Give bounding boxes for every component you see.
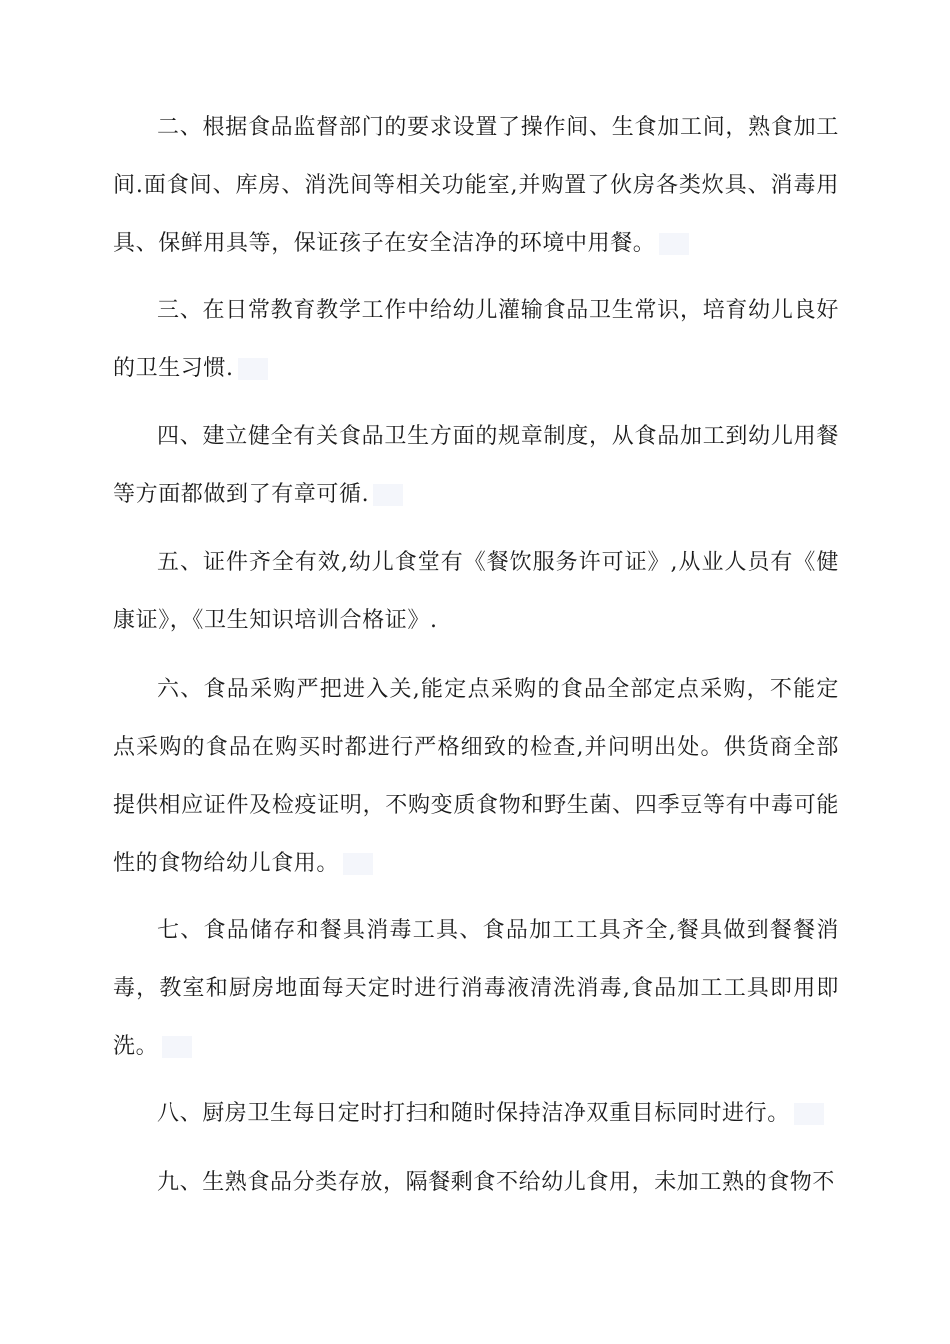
paragraph-9 bbox=[113, 1154, 839, 1212]
paragraph-4 bbox=[113, 408, 839, 524]
line-end-mark bbox=[373, 484, 403, 506]
paragraph-text: 九、生熟食品分类存放，隔餐剩食不给幼儿食用，未加工熟的食物不 bbox=[157, 1170, 836, 1195]
paragraph-text: 六、食品采购严把进入关,能定点采购的食品全部定点采购，不能定点采购的食品在购买时都进行严格细致的检查,并问明出处。供货商全部提供相应证件及检疫证明，不购变质食物和野生菌、四季豆等有中毒可能性的食物给幼儿食用。 bbox=[113, 677, 839, 876]
paragraph-text: 三、在日常教育教学工作中给幼儿灌输食品卫生常识，培育幼儿良好的卫生习惯. bbox=[113, 298, 839, 381]
paragraph-3 bbox=[113, 282, 839, 398]
line-end-mark bbox=[794, 1103, 824, 1125]
line-end-mark bbox=[162, 1036, 192, 1058]
paragraph-2 bbox=[113, 99, 839, 273]
line-end-mark bbox=[238, 358, 268, 380]
paragraph-8 bbox=[113, 1085, 839, 1143]
paragraph-text: 五、证件齐全有效,幼儿食堂有《餐饮服务许可证》,从业人员有《健康证》，《卫生知识培训合格证》. bbox=[113, 550, 839, 633]
paragraph-text: 七、食品储存和餐具消毒工具、食品加工工具齐全,餐具做到餐餐消毒，教室和厨房地面每天定时进行消毒液清洗消毒,食品加工工具即用即洗。 bbox=[113, 918, 839, 1059]
paragraph-text: 八、厨房卫生每日定时打扫和随时保持洁净双重目标同时进行。 bbox=[157, 1101, 790, 1126]
paragraph-text: 二、根据食品监督部门的要求设置了操作间、生食加工间，熟食加工间.面食间、库房、消洗间等相关功能室,并购置了伙房各类炊具、消毒用具、保鲜用具等，保证孩子在安全洁净的环境中用餐。 bbox=[113, 115, 839, 256]
line-end-mark bbox=[659, 233, 689, 255]
paragraph-6 bbox=[113, 661, 839, 893]
line-end-mark bbox=[343, 853, 373, 875]
paragraph-7 bbox=[113, 902, 839, 1076]
paragraph-text: 四、建立健全有关食品卫生方面的规章制度，从食品加工到幼儿用餐等方面都做到了有章可循. bbox=[113, 424, 839, 507]
paragraph-5 bbox=[113, 534, 839, 650]
